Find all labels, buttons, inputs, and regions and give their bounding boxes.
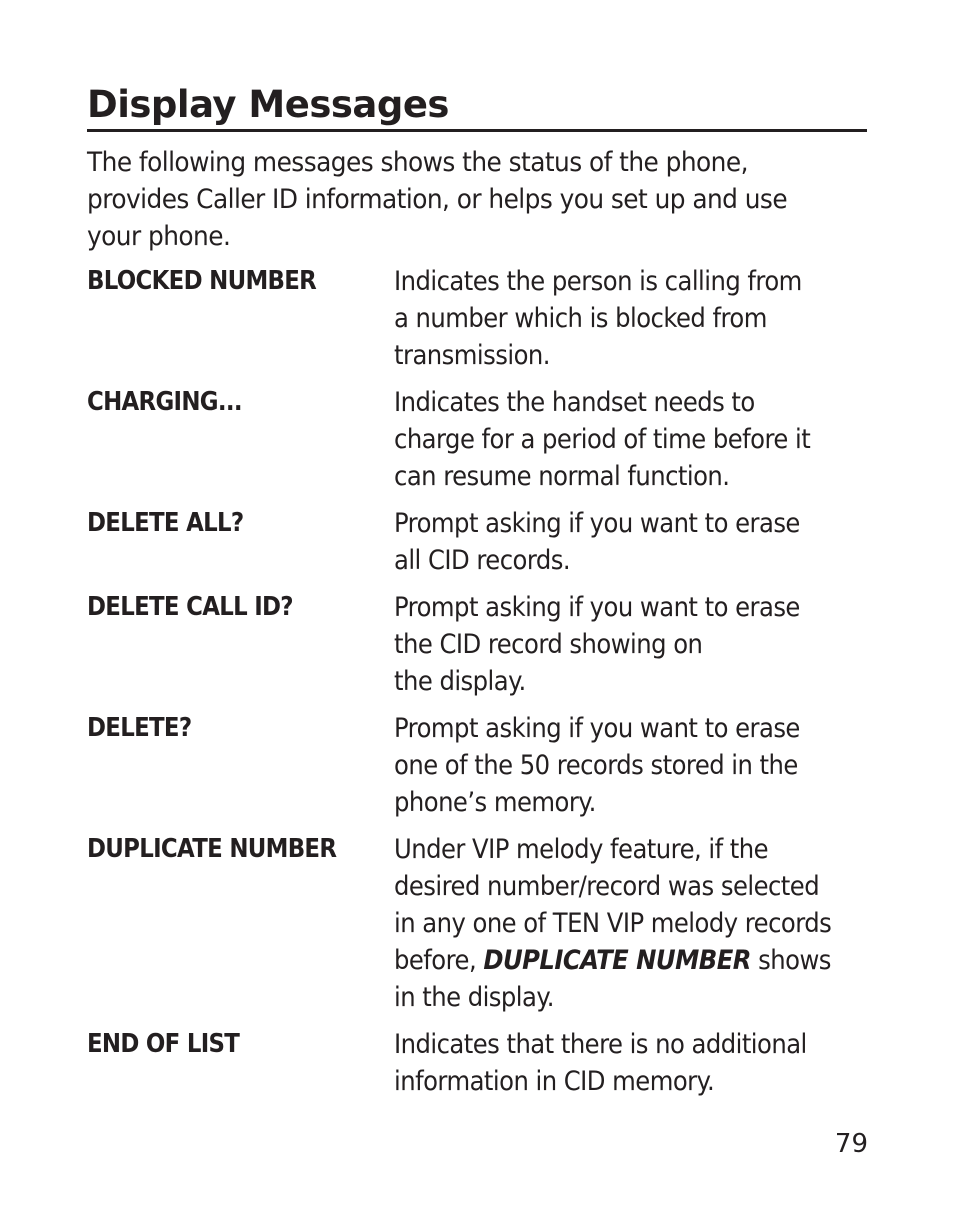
description-line: one of the 50 records stored in the bbox=[394, 750, 798, 781]
emphasized-term: DUPLICATE NUMBER bbox=[483, 945, 751, 976]
message-list bbox=[87, 263, 867, 1100]
message-description bbox=[394, 589, 820, 700]
description-line: desired number/record was selected bbox=[394, 871, 820, 902]
description-line bbox=[394, 942, 831, 979]
description-line: Indicates that there is no additional bbox=[394, 1029, 807, 1060]
message-term: DELETE CALL ID? bbox=[87, 592, 293, 622]
message-term: DELETE ALL? bbox=[87, 508, 244, 538]
description-text: before, bbox=[394, 945, 484, 976]
message-term: DELETE? bbox=[87, 713, 192, 743]
message-row-charging bbox=[87, 384, 867, 495]
message-term: BLOCKED NUMBER bbox=[87, 266, 317, 296]
message-description bbox=[394, 831, 831, 1016]
description-line: Prompt asking if you want to erase bbox=[394, 713, 800, 744]
message-term: DUPLICATE NUMBER bbox=[87, 834, 337, 864]
message-description bbox=[394, 710, 820, 821]
message-row-delete-all bbox=[87, 505, 867, 579]
intro-paragraph bbox=[87, 144, 862, 255]
message-description bbox=[394, 505, 820, 579]
description-line: Indicates the person is calling from bbox=[394, 266, 802, 297]
manual-page bbox=[87, 84, 867, 1110]
message-row-blocked-number bbox=[87, 263, 867, 374]
description-line: the display. bbox=[394, 666, 526, 697]
message-row-delete-call-id bbox=[87, 589, 867, 700]
page-title: Display Messages bbox=[87, 84, 867, 132]
description-line: Indicates the handset needs to bbox=[394, 387, 755, 418]
description-line: Under VIP melody feature, if the bbox=[394, 834, 769, 865]
intro-line: provides Caller ID information, or helps you set up and use bbox=[87, 184, 788, 215]
description-line: all CID records. bbox=[394, 545, 571, 576]
description-line: a number which is blocked from bbox=[394, 303, 767, 334]
description-text: shows bbox=[750, 945, 831, 976]
description-line: in the display. bbox=[394, 982, 554, 1013]
message-description bbox=[394, 263, 820, 374]
message-description bbox=[394, 384, 820, 495]
description-line: Prompt asking if you want to erase bbox=[394, 592, 800, 623]
description-line: in any one of TEN VIP melody records bbox=[394, 908, 832, 939]
message-term: CHARGING... bbox=[87, 387, 242, 417]
description-line: the CID record showing on bbox=[394, 629, 703, 660]
description-line: phone’s memory. bbox=[394, 787, 596, 818]
description-line: charge for a period of time before it bbox=[394, 424, 811, 455]
description-line: information in CID memory. bbox=[394, 1066, 715, 1097]
page-number: 79 bbox=[834, 1129, 868, 1159]
message-row-end-of-list bbox=[87, 1026, 867, 1100]
description-line: Prompt asking if you want to erase bbox=[394, 508, 800, 539]
message-row-duplicate-number bbox=[87, 831, 867, 1016]
message-row-delete bbox=[87, 710, 867, 821]
description-line: transmission. bbox=[394, 340, 550, 371]
intro-line: The following messages shows the status of the phone, bbox=[87, 147, 748, 178]
description-line: can resume normal function. bbox=[394, 461, 730, 492]
message-description bbox=[394, 1026, 820, 1100]
intro-line: your phone. bbox=[87, 221, 231, 252]
message-term: END OF LIST bbox=[87, 1029, 240, 1059]
